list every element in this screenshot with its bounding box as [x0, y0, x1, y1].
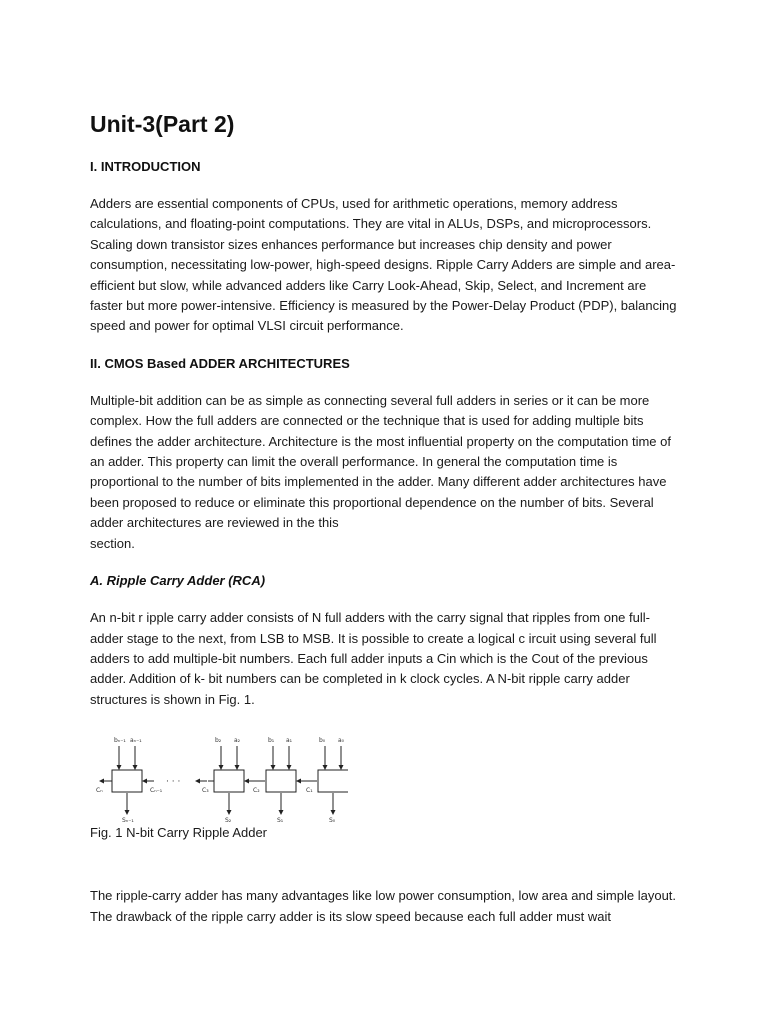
document-content: [90, 108, 680, 927]
label-s-1: S₁: [277, 817, 284, 825]
figure-caption: Fig. 1 N-bit Carry Ripple Adder: [90, 825, 268, 841]
label-b-2: b₂: [215, 737, 222, 745]
label-b-0: b₀: [319, 737, 326, 745]
section-heading-introduction: I. INTRODUCTION: [90, 159, 201, 174]
label-c-1: C₁: [306, 787, 313, 795]
subsection-heading-rca: A. Ripple Carry Adder (RCA): [90, 573, 266, 589]
full-adder-block-msb: [112, 770, 142, 792]
label-s-2: S₂: [225, 817, 232, 825]
label-a-n-1: aₙ₋₁: [130, 737, 142, 745]
rca-paragraph: An n-bit r ipple carry adder consists of N full adders with the carry signal that ripples from one full-adder stage to the next, from LSB to MSB. It is possible to create a logical c ircuit using several full adders to add multiple-bit numbers. Each full adder inputs a Cin which is the Cout of the previous adder. Addition of k- bit numbers can be completed in k clock cycles. A N-bit ripple carry adder structures is shown in Fig. 1.: [90, 610, 657, 707]
label-s-0: S₀: [329, 817, 336, 825]
label-c-n-1: Cₙ₋₁: [150, 787, 163, 795]
full-adder-block-2: [214, 770, 244, 792]
full-adder-block-1: [266, 770, 296, 792]
label-a-0: a₀: [338, 737, 345, 745]
label-c-n: Cₙ: [96, 787, 103, 795]
label-c-2: C₂: [253, 787, 260, 795]
label-a-1: a₁: [286, 737, 293, 745]
label-b-n-1: bₙ₋₁: [114, 737, 126, 745]
introduction-paragraph: Adders are essential components of CPUs, used for arithmetic operations, memory address calculations, and floating-point computations. They are vital in ALUs, DSPs, and microprocessors. Scaling down transistor sizes enhances performance but increases chip density and power consumption, necessitating low-power, high-speed designs. Ripple Carry Adders are simple and area-efficient but slow, while advanced adders like Carry Look-Ahead, Skip, Select, and Increment are faster but more power-intensive. Efficiency is measured by the Power-Delay Product (PDP), balancing speed and power for optimal VLSI circuit performance.: [90, 196, 677, 334]
architectures-paragraph-end: section.: [90, 535, 135, 551]
label-s-n-1: Sₙ₋₁: [122, 817, 134, 825]
ripple-carry-adder-figure: [90, 732, 360, 824]
page-title: Unit-3(Part 2): [90, 111, 235, 137]
label-c-3: C₃: [202, 787, 209, 795]
label-b-1: b₁: [268, 737, 275, 745]
section-heading-adder-architectures: II. CMOS Based ADDER ARCHITECTURES: [90, 355, 350, 371]
ellipsis-dots: · · ·: [166, 777, 181, 788]
full-adder-block-lsb: [318, 770, 348, 792]
architectures-paragraph: Multiple-bit addition can be as simple as connecting several full adders in series or it can be more complex. How the full adders are connected or the technique that is used for adding multiple bits defines the adder architecture. Architecture is the most influential property on the computation time of an adder. This property can limit the overall performance. In general the computation time is proportional to the number of bits implemented in the adder. Many different adder architectures have been proposed to reduce or eliminate this proportional dependence on the number of bits. Several adder architectures are reviewed in the this: [90, 392, 671, 531]
rca-closing-paragraph: The ripple-carry adder has many advantages like low power consumption, low area and simple layout. The drawback of the ripple carry adder is its slow speed because each full adder must wait: [90, 888, 677, 924]
label-a-2: a₂: [234, 737, 241, 745]
figure-spacer: [90, 842, 680, 868]
